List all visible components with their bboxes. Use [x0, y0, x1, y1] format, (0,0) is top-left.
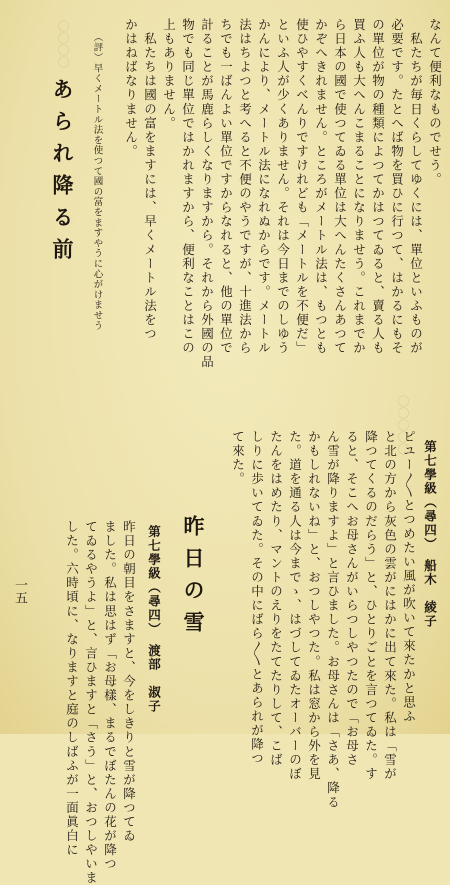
text-column: かもしれないね」と、おつしやつた。私は窓から外を見: [306, 430, 322, 782]
bleed-through-mark: 〇〇〇〇〇: [396, 395, 410, 455]
text-column: と北の方から灰色の雲がにはかに出て來た。私は「雪が: [382, 430, 398, 782]
text-column: てゐるやうよ」と、言ひますと「さう」と、おつしやいま: [83, 520, 99, 885]
author-byline: 第七學級（尋四） 渡部 淑子: [146, 525, 162, 714]
text-column: ら日本の國で使つてゐる單位は大へんたくさんあつて: [332, 18, 348, 356]
bleed-through-mark: 〇〇〇〇: [56, 20, 70, 68]
author-byline: 第七學級（尋四） 船木 綾子: [422, 440, 438, 629]
text-column: 私たちが毎日くらしてゆくには、單位といふものが: [408, 18, 424, 356]
text-column: た。道を通る人は今までゝ、はづしてゐたオーバーのぼ: [287, 430, 303, 782]
text-column: 買ふ人も大へんこまることになりませう。これまでか: [351, 18, 367, 356]
text-column: 計ることが馬鹿らしくなりますから。それから外國の品: [199, 18, 215, 370]
text-column: かはねばなりません。: [123, 18, 139, 159]
text-column: ると、そこへお母さんがいらつしやつたので「お母さ: [344, 430, 360, 768]
text-column: 昨日の朝目をさますと、今をしきりと雪が降つてゐ: [121, 520, 137, 844]
text-column: 降つてくるのだらう」と、ひとりごとを言つてゐた。す: [363, 430, 379, 782]
text-column: 使ひやすくべんりですけれども「メートルを不便だ」: [294, 18, 310, 356]
text-column: 物でも同じ單位ではかれますから、便利なことはこの: [180, 18, 196, 356]
text-column: 上もありません。: [161, 18, 177, 131]
article-title: 昨日の雪: [181, 515, 206, 643]
text-column: 法はちよつと考へると不便のやうですが、十進法から: [237, 18, 253, 356]
text-column: かぞへきれません。ところがメートル法は、もつとも: [313, 18, 329, 356]
text-column: した。六時頃に、なりますと庭のしばふが一面眞白に: [64, 520, 80, 858]
editor-note: （評）早くメートル法を使つて國の富をますやうに心がけませう: [91, 32, 103, 331]
text-column: たんをはめたり、マントのえりをたてたりして、こば: [268, 430, 284, 768]
text-column: しりに歩いてゐた。その中にばら〳〵とあられが降つ: [249, 430, 265, 766]
text-column: て來た。: [230, 430, 246, 487]
text-column: ました。私は思はず「お母樣、まるでぼたんの花が降つ: [102, 520, 118, 872]
text-column: ん雪が降りますよ」と言ひました。お母さんは「さあ、降る: [325, 430, 341, 810]
text-column: 私たちは國の富をますには、早くメートル法をつ: [142, 18, 158, 342]
page-number: 一五: [12, 578, 27, 604]
text-column: といふ人が少くありません。それは今日までのしゆう: [275, 18, 291, 356]
text-column: ピユー〳〵とつめたい風が吹いて來たかと思ふ: [401, 430, 417, 724]
text-column: 必要です。たとへば物を買ひに行つて、はかるにもそ: [389, 18, 405, 356]
text-column: かんにより、メートル法になれぬからです。メートル: [256, 18, 272, 356]
text-column: ちでも一ばんよい單位ですからなれると、他の單位で: [218, 18, 234, 356]
article-title: あられ降る前: [50, 78, 75, 270]
text-column: の單位が物の種類によつてかはつてゐると、賣る人も: [370, 18, 386, 356]
text-column: なんて便利なものでせう。: [427, 18, 443, 187]
